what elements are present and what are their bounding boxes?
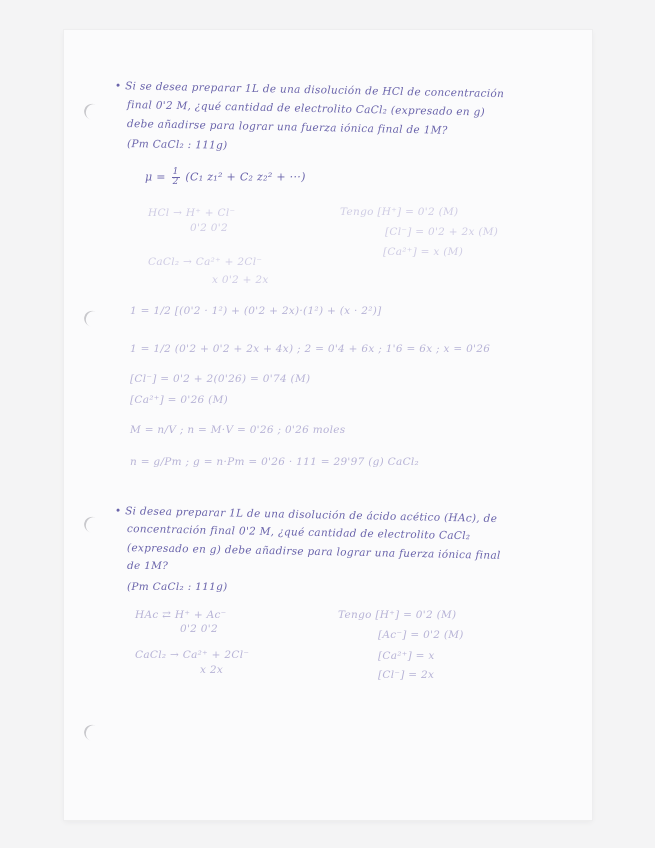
problem1-tengo-h: Tengo [H⁺] = 0'2 (M) (340, 206, 459, 218)
punch-hole-top (82, 101, 104, 122)
formula-fraction (172, 168, 180, 187)
problem1-calc-line1: 1 = 1/2 [(0'2 · 1²) + (0'2 + 2x)·(1²) + (x · 2²)] (130, 305, 382, 317)
punch-hole-bottom (82, 722, 104, 743)
punch-hole-lower (82, 514, 104, 535)
problem1-calc-line5: M = n/V ; n = M·V = 0'26 ; 0'26 moles (130, 424, 346, 436)
problem2-tengo-ac: [Ac⁻] = 0'2 (M) (378, 629, 464, 641)
problem2-cacl2-concentrations: x 2x (200, 664, 224, 676)
problem2-line1: • Si desea preparar 1L de una disolución de ácido acético (HAc), de (114, 505, 498, 526)
problem2-tengo-cl: [Cl⁻] = 2x (378, 669, 435, 681)
problem2-hac-dissociation: HAc ⇄ H⁺ + Ac⁻ (135, 609, 227, 621)
problem2-line3: (expresado en g) debe añadirse para lograr una fuerza iónica final (126, 542, 501, 562)
formula-mu: μ = (145, 170, 166, 184)
problem1-molar-mass: (Pm CaCl₂ : 111g) (126, 138, 228, 152)
problem1-hcl-dissociation: HCl → H⁺ + Cl⁻ (148, 207, 236, 219)
problem1-hcl-concentrations: 0'2 0'2 (190, 222, 228, 234)
problem1-calc-line4: [Ca²⁺] = 0'26 (M) (130, 394, 229, 406)
problem1-line1: • Si se desea preparar 1L de una disolución de HCl de concentración (114, 80, 505, 101)
problem2-tengo-h: Tengo [H⁺] = 0'2 (M) (338, 609, 457, 621)
problem2-line2: concentración final 0'2 M, ¿qué cantidad de electrolito CaCl₂ (126, 523, 471, 543)
problem1-line2: final 0'2 M, ¿qué cantidad de electrolito CaCl₂ (expresado en g) (126, 99, 486, 119)
problem2-line4: de 1M? (127, 560, 169, 572)
problem1-calc-line3: [Cl⁻] = 0'2 + 2(0'26) = 0'74 (M) (130, 373, 311, 385)
punch-hole-middle (82, 308, 104, 329)
problem1-calc-line2: 1 = 1/2 (0'2 + 0'2 + 2x + 4x) ; 2 = 0'4 + 6x ; 1'6 = 6x ; x = 0'26 (130, 343, 491, 355)
formula-fraction-numerator: 1 (172, 167, 179, 177)
problem2-molar-mass: (Pm CaCl₂ : 111g) (127, 581, 228, 593)
problem2-cacl2-dissociation: CaCl₂ → Ca²⁺ + 2Cl⁻ (135, 649, 250, 661)
problem1-tengo-cl: [Cl⁻] = 0'2 + 2x (M) (385, 226, 499, 238)
formula-fraction-denominator: 2 (172, 177, 179, 187)
formula-sum: (C₁ z₁² + C₂ z₂² + ···) (185, 170, 306, 184)
problem2-hac-concentrations: 0'2 0'2 (180, 623, 218, 635)
problem1-calc-line6: n = g/Pm ; g = n·Pm = 0'26 · 111 = 29'97 (g) CaCl₂ (130, 456, 420, 468)
problem2-tengo-ca: [Ca²⁺] = x (378, 650, 435, 662)
problem1-cacl2-dissociation: CaCl₂ → Ca²⁺ + 2Cl⁻ (148, 256, 263, 268)
problem1-tengo-ca: [Ca²⁺] = x (M) (383, 246, 464, 258)
problem1-cacl2-concentrations: x 0'2 + 2x (212, 274, 269, 286)
problem1-line3: debe añadirse para lograr una fuerza iónica final de 1M? (126, 118, 448, 137)
ionic-strength-formula (145, 168, 306, 187)
